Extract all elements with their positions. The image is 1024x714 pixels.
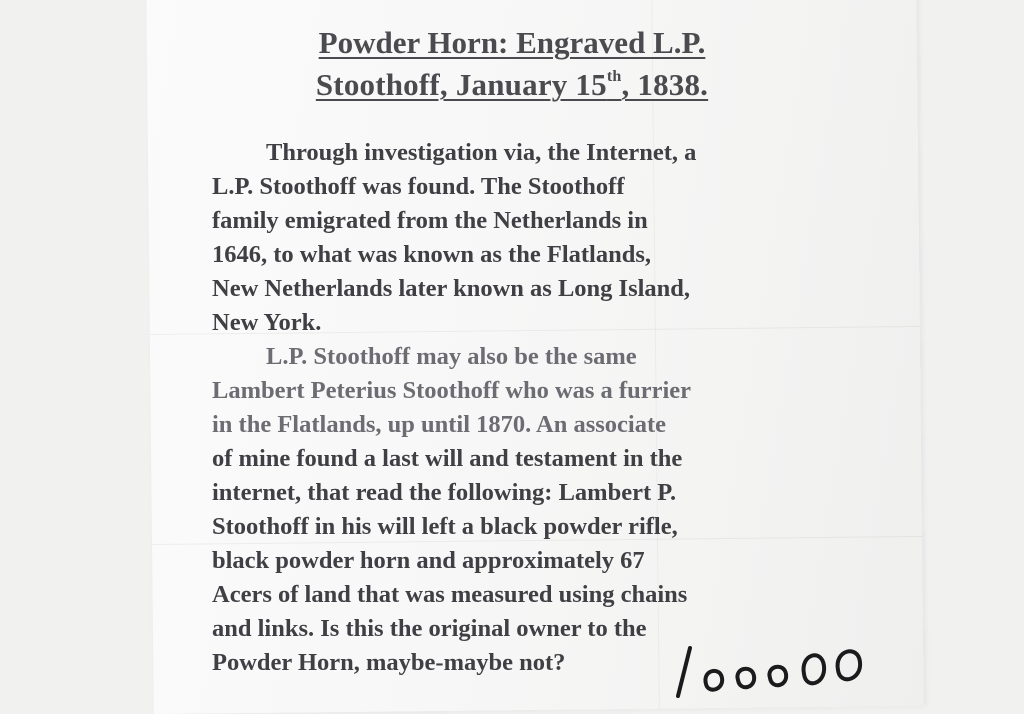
text-line: L.P. Stoothoff was found. The Stoothoff: [212, 173, 625, 200]
paragraph-2: [212, 340, 812, 680]
text-line: New Netherlands later known as Long Island,: [212, 275, 691, 302]
text-line: Powder Horn, maybe-maybe not?: [212, 649, 566, 676]
text-line: internet, that read the following: Lambert P.: [212, 479, 677, 506]
text-line: family emigrated from the Netherlands in: [212, 207, 648, 234]
title-superscript: th: [606, 68, 622, 85]
text-line: New York.: [212, 309, 322, 336]
text-line: Acers of land that was measured using chains: [212, 581, 688, 608]
text-line: of mine found a last will and testament in the: [212, 445, 683, 472]
document-body: [212, 136, 812, 680]
text-line: Lambert Peterius Stoothoff who was a furrier: [212, 377, 692, 404]
title-line-1: Powder Horn: Engraved L.P.: [318, 25, 706, 60]
title-line-2-end: , 1838.: [621, 67, 709, 102]
title-line-2-text: Stoothoff, January 15: [315, 67, 607, 102]
document-title: [0, 22, 1024, 106]
text-line: Stoothoff in his will left a black powder rifle,: [212, 513, 678, 540]
text-line: 1646, to what was known as the Flatlands,: [212, 241, 652, 268]
text-line: and links. Is this the original owner to the: [212, 615, 647, 642]
title-line-2: [0, 64, 1024, 106]
text-line: L.P. Stoothoff may also be the same: [266, 343, 637, 370]
text-line: in the Flatlands, up until 1870. An associate: [212, 411, 667, 438]
handwritten-ink-mark: [672, 640, 892, 700]
text-line: Through investigation via, the Internet, a: [266, 139, 697, 166]
text-line: black powder horn and approximately 67: [212, 547, 645, 574]
paragraph-1: [212, 136, 812, 340]
